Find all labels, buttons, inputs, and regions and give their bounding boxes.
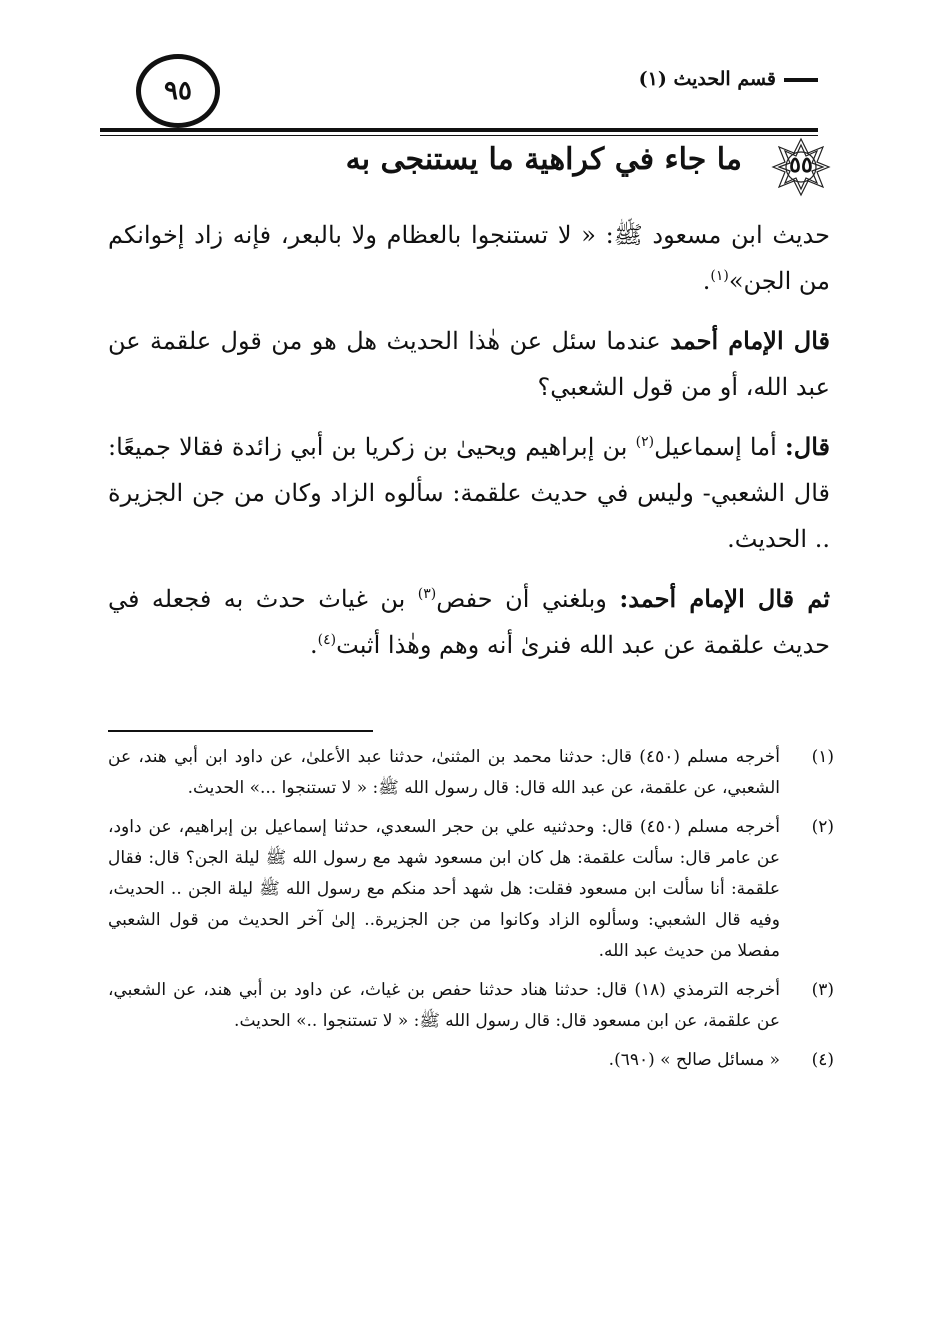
main-text bbox=[108, 212, 830, 682]
p4-text-b: بن غياث حدث به فجعله في حديث علقمة عن عبد الله فنرىٰ أنه وهم وهٰذا أثبت bbox=[108, 585, 830, 659]
paragraph-2 bbox=[108, 318, 830, 410]
footnote-3 bbox=[108, 975, 834, 1037]
page-number: ٩٥ bbox=[136, 54, 220, 128]
header-rule bbox=[100, 128, 818, 132]
p3-text-b: بن إبراهيم ويحيىٰ بن زكريا بن أبي زائدة فقالا جميعًا: قال الشعبي- وليس في حديث علقمة: سألوه الزاد وكان من جن الجزيرة .. الحديث. bbox=[108, 433, 830, 553]
footnote-ref-2: (٢) bbox=[635, 434, 655, 450]
footnote-4 bbox=[108, 1045, 834, 1076]
footnote-2 bbox=[108, 812, 834, 967]
section-heading bbox=[160, 140, 832, 200]
p4-lead: ثم قال الإمام أحمد: bbox=[619, 584, 830, 613]
footnote-1 bbox=[108, 742, 834, 804]
footnote-text: « مسائل صالح » (٦٩٠). bbox=[608, 1050, 780, 1070]
footnote-number: (٢) bbox=[811, 817, 834, 837]
footnote-number: (٤) bbox=[811, 1050, 834, 1070]
p3-lead: قال: bbox=[784, 432, 831, 461]
paragraph-1 bbox=[108, 212, 830, 304]
paragraph-4 bbox=[108, 576, 830, 668]
p1-end: . bbox=[702, 267, 711, 295]
p1-text: حديث ابن مسعود ﷺ: « لا تستنجوا بالعظام ولا بالبعر، فإنه زاد إخوانكم من الجن» bbox=[108, 221, 830, 295]
footnote-divider bbox=[108, 730, 373, 732]
running-title: قسم الحديث (١) bbox=[629, 68, 818, 90]
footnotes bbox=[108, 742, 834, 1084]
section-title: ما جاء في كراهية ما يستنجى به bbox=[345, 142, 742, 177]
footnote-ref-3: (٣) bbox=[417, 586, 437, 602]
footnote-number: (٣) bbox=[811, 980, 834, 1000]
p2-lead: قال الإمام أحمد bbox=[670, 326, 830, 355]
p4-end: . bbox=[310, 631, 318, 659]
p2-text: عندما سئل عن هٰذا الحديث هل هو من قول علقمة عن عبد الله، أو من قول الشعبي؟ bbox=[108, 327, 830, 401]
page-header bbox=[100, 40, 818, 150]
footnote-text: أخرجه الترمذي (١٨) قال: حدثنا هناد حدثنا حفص بن غياث، عن داود بن أبي هند، عن الشعبي، عن علقمة، عن ابن مسعود قال: قال رسول الله ﷺ: « لا تستنجوا ..» الحديث. bbox=[108, 980, 780, 1031]
footnote-text: أخرجه مسلم (٤٥٠) قال: وحدثنيه علي بن حجر السعدي، حدثنا إسماعيل بن إبراهيم، عن داود، عن عامر قال: سألت علقمة: هل كان ابن مسعود شهد مع رسول الله ﷺ ليلة الجن؟ قال: فقال علقمة: أنا سألت ابن مسعود فقلت: هل شهد أحد منكم مع رسول الله ﷺ ليلة الجن .. الحديث، وفيه قال الشعبي: وسألوه الزاد وكانوا من جن الجزيرة.. إلىٰ آخر الحديث من قول الشعبي مفصلا من حديث عبد الله. bbox=[108, 817, 780, 961]
p4-text-a: وبلغني أن حفص bbox=[436, 585, 620, 613]
footnote-number: (١) bbox=[811, 747, 834, 767]
p3-text-a: أما إسماعيل bbox=[654, 433, 785, 461]
section-number-badge bbox=[770, 136, 832, 198]
footnote-ref-1: (١) bbox=[710, 268, 729, 284]
paragraph-3 bbox=[108, 424, 830, 562]
section-number: ٥٥ bbox=[789, 152, 813, 178]
footnote-ref-4: (٤) bbox=[317, 632, 337, 648]
header-rule-thin bbox=[100, 135, 818, 136]
footnote-text: أخرجه مسلم (٤٥٠) قال: حدثنا محمد بن المثنىٰ، حدثنا عبد الأعلىٰ، عن داود ابن أبي هند، عن الشعبي، عن علقمة، عن عبد الله قال: قال رسول الله ﷺ: « لا تستنجوا ...» الحديث. bbox=[108, 747, 780, 798]
